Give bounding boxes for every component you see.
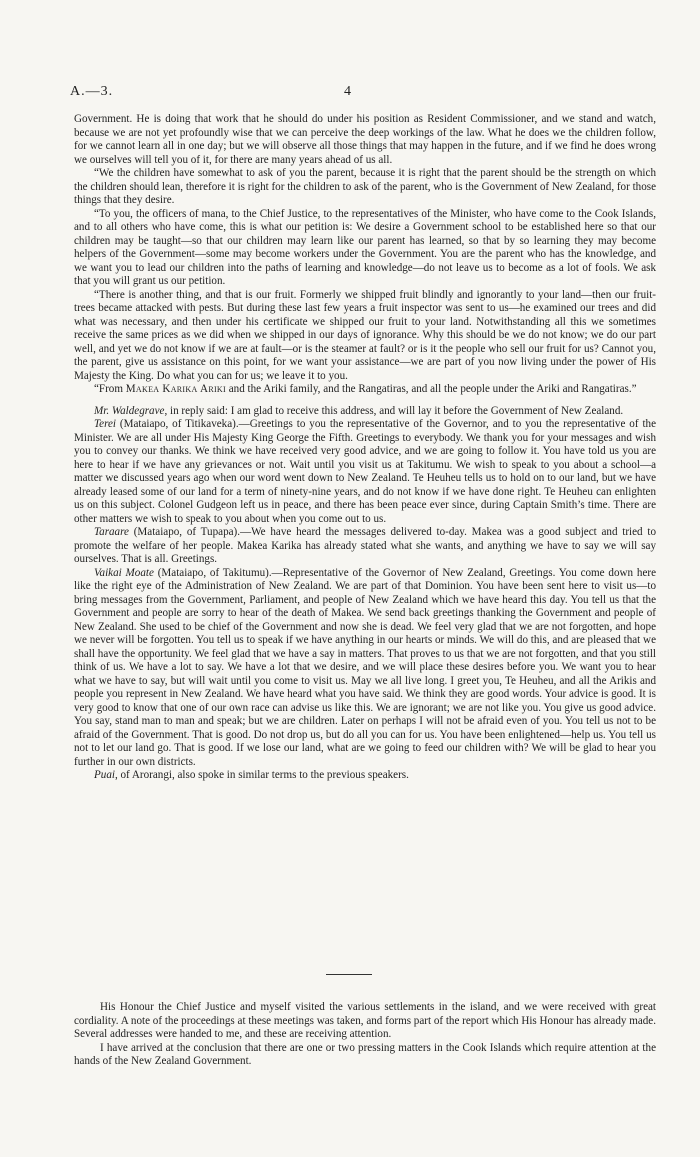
speech-taraare — [74, 526, 656, 567]
speaker-name: Mr. Waldegrave — [94, 404, 165, 417]
main-text — [74, 113, 656, 783]
closing-text — [74, 1001, 656, 1069]
speech-text: , of Arorangi, also spoke in similar terms to the previous speakers. — [114, 769, 409, 781]
page-header — [70, 84, 655, 104]
address-paragraph-1: Government. He is doing that work that he should do under his position as Resident Commissioner, and we stand and watch, because we are not yet profoundly wise that we can perceive the deep workings of the law. What he does we the children follow, for we cannot learn all in one day; but we will observe all those things that may happen in the future, and if we find he does wrong we ourselves will tell you of it, for there are many years ahead of us all. — [74, 113, 656, 166]
signoff-suffix: and the Ariki family, and the Rangatiras, and all the people under the Ariki and Rangatiras.” — [228, 383, 637, 395]
page-number: 4 — [344, 84, 351, 99]
speech-text: (Mataiapo, of Titikaveka).—Greetings to you the representative of the Governor, and to you the representative of the Minister. We are all under His Majesty King George the Fifth. Greetings to everybody. We thank you for your messages and wish you to convey our thanks. We think we have received very good advice, and we are going to follow it. You have told us you are here to hear if we have any grievances or not. Wait until you visit us at Takitumu. We wish to speak to you about a school—a matter we discussed years ago when our word went down to New Zealand. Te Heuheu tells us to hold on to our land, but we have already leased some of our land for a term of ninety-nine years, and do not know if we have done right. Te Heuheu can enlighten us on this subject. Colonel Gudgeon left us in peace, and there has been peace ever since, during Captain Smith’s time. There are other matters we wish to speak to you about when you come out to us. — [74, 418, 656, 525]
signoff-name: Makea Karika Ariki — [125, 383, 226, 395]
address-paragraph-2: “We the children have somewhat to ask of you the parent, because it is right that the parent should be the strength on which the children should lean, therefore it is right for the children to ask of the parent, who is the Government of New Zealand, for those things that they desire. — [74, 167, 656, 206]
document-reference: A.—3. — [70, 84, 114, 99]
speech-vaikai-moate — [74, 567, 656, 770]
speaker-name: Vaikai Moate — [94, 566, 154, 579]
address-signoff — [74, 383, 656, 397]
closing-paragraph-2: I have arrived at the conclusion that there are one or two pressing matters in the Cook Islands which require attention at the hands of the New Zealand Government. — [74, 1041, 656, 1067]
speaker-name: Puai — [94, 769, 115, 781]
speech-text: (Mataiapo, of Takitumu).—Representative of the Governor of New Zealand, Greetings. You come down here like the right eye of the Administration of New Zealand. We are part of that Dominion. You have been sent here to visit us—to bring messages from the Government, Parliament, and people of New Zealand which we have heard this day. You tell us that the Government and people are sorry to hear of the death of Makea. We send back greetings thanking the Government and people of New Zealand. She used to be chief of the Government and now she is dead. We feel very glad that we are not forgotten, and hope we never will be forgotten. You tell us to speak if we have anything in our hearts or minds. We will do this, and are pleased that we shall have the opportunity. We feel glad that we have a say in matters. That proves to us that we are not forgotten, and that you still think of us. We have a lot to say. We have a lot that we desire, and we will place these desires before you. We want you to hear what we have to say, but will wait until you come to visit us. May we all live long. I greet you, Te Heuheu, and all the Arikis and people you represent in New Zealand. We have heard what you have said. We think they are good words. Your advice is good. It is very good to know that one of our own race can advise us like this. We are ignorant; we are not like you. You give us good advice. You say, stand man to man and speak; but we are children. Later on perhaps I will not be afraid even of you. You tell us not to be afraid of the Government. That is good. Do not drop us, but do all you can for us. You have been enlightened—help us. You tell us not to let our land go. That is good. If we lose our land, what are we going to feed our children with? We will be glad to hear you further in our own districts. — [74, 566, 657, 768]
speech-waldegrave — [74, 405, 656, 419]
address-paragraph-4: “There is another thing, and that is our fruit. Formerly we shipped fruit blindly and ignorantly to your land—then our fruit-trees became attacked with pests. But during these last few years a fruit inspector was sent to us—he examined our trees and did what was necessary, and then under his certificate we shipped our fruit to your land. Notwithstanding all this we sometimes receive the same prices as we did when we shipped in our days of ignorance. Why this should be we do not know; we do our part well, and yet we do not know if we are at fault—or is the steamer at fault? or is it the people who sell our fruit for us? Cannot you, the parent, give us assistance on this point, for we want your assistance—we are part of you now living under the power of His Majesty the King. Do what you can for us; we leave it to you. — [74, 288, 656, 382]
speech-text: , in reply said: I am glad to receive this address, and will lay it before the Government of New Zealand. — [164, 404, 624, 417]
speech-puai — [74, 769, 656, 783]
speaker-name: Terei — [94, 418, 116, 430]
closing-paragraph-1: His Honour the Chief Justice and myself visited the various settlements in the island, and we were received with great cordiality. A note of the proceedings at these meetings was taken, and forms part of the report which His Honour has already made. Several addresses were handed to me, and these are receiving attention. — [74, 1001, 656, 1040]
signoff-prefix: “From — [94, 383, 123, 395]
address-paragraph-3: “To you, the officers of mana, to the Chief Justice, to the representatives of the Minister, who have come to the Cook Islands, and to all others who have come, this is what our petition is: We desire a Government school to be established here so that our children may be taught—so that our children may learn like our parent has learned, so that by so learning they may become helpers of the Government—some may become workers under the Government. You are the parent who has the knowledge, and we want you to lead our children into the paths of learning and knowledge—do not leave us to become as a lot of fools. We ask that you will grant us our petition. — [74, 207, 656, 287]
speaker-name: Taraare — [94, 526, 129, 538]
section-spacer — [74, 397, 656, 405]
speech-terei — [74, 418, 656, 526]
speech-text: (Mataiapo, of Tupapa).—We have heard the messages delivered to-day. Makea was a good subject and tried to promote the welfare of her people. Makea Karika has already stated what she wants, and anything we have to say we will say ourselves. That is all. Greetings. — [74, 526, 656, 565]
section-divider — [326, 974, 372, 975]
